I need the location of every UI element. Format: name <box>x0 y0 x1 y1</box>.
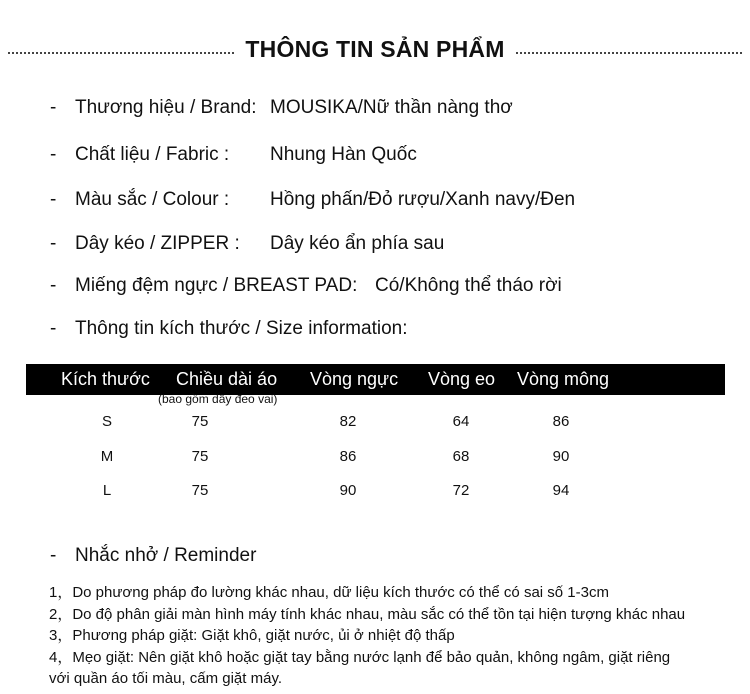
column-header: Vòng mông <box>517 369 610 389</box>
table-cell: 75 <box>191 448 209 465</box>
bullet-dash: - <box>50 233 57 254</box>
bullet-dash: - <box>50 97 57 118</box>
spec-label: Thương hiệu / Brand: <box>75 97 257 118</box>
reminder-notes <box>49 582 685 690</box>
bullet-dash: - <box>50 318 57 339</box>
table-cell: 64 <box>452 413 470 430</box>
spec-value: Nhung Hàn Quốc <box>270 144 417 165</box>
bullet-dash: - <box>50 189 57 210</box>
table-cell: S <box>101 413 112 430</box>
spec-label: Thông tin kích thước / Size information: <box>75 318 408 339</box>
spec-value: Dây kéo ẩn phía sau <box>270 233 445 254</box>
page-title: THÔNG TIN SẢN PHẨM <box>245 36 505 62</box>
size-table <box>26 364 725 499</box>
note-line: 1，Do phương pháp đo lường khác nhau, dữ liệu kích thước có thể có sai số 1-3cm <box>49 584 609 601</box>
table-row <box>26 482 725 504</box>
table-cell: 68 <box>452 448 470 465</box>
table-cell: L <box>102 482 112 499</box>
note-line: 3，Phương pháp giặt: Giặt khô, giặt nước, ủi ở nhiệt độ thấp <box>49 627 455 644</box>
table-cell: 75 <box>191 413 209 430</box>
table-cell: 86 <box>552 413 570 430</box>
spec-value: Có/Không thể tháo rời <box>375 275 562 296</box>
dotted-divider-left <box>8 52 234 54</box>
bullet-dash: - <box>50 545 57 566</box>
spec-value: Hồng phấn/Đỏ rượu/Xanh navy/Đen <box>270 189 576 210</box>
table-cell: 75 <box>191 482 209 499</box>
spec-label: Dây kéo / ZIPPER : <box>75 233 240 254</box>
column-header: Vòng eo <box>428 369 496 389</box>
table-row <box>26 448 725 470</box>
table-cell: M <box>100 448 114 465</box>
table-cell: 86 <box>339 448 357 465</box>
spec-label: Miếng đệm ngực / BREAST PAD: <box>75 275 358 296</box>
note-line: 2，Do độ phân giải màn hình máy tính khác nhau, màu sắc có thể tồn tại hiện tượng khác nhau <box>49 605 686 623</box>
column-header: Kích thước <box>61 369 150 389</box>
bullet-dash: - <box>50 275 57 296</box>
spec-label: Chất liệu / Fabric : <box>75 144 230 165</box>
column-header: Vòng ngực <box>310 369 399 389</box>
bullet-dash: - <box>50 144 57 165</box>
table-cell: 90 <box>552 448 570 465</box>
note-line: với quần áo tối màu, cấm giặt máy. <box>49 670 282 687</box>
dotted-divider-right <box>516 52 742 54</box>
table-row <box>26 413 725 435</box>
table-cell: 82 <box>339 413 357 430</box>
table-cell: 90 <box>339 482 357 499</box>
note-line: 4，Mẹo giặt: Nên giặt khô hoặc giặt tay bằng nước lạnh để bảo quản, không ngâm, giặt riêng <box>49 648 671 666</box>
table-cell: 94 <box>552 482 570 499</box>
section-header <box>0 34 750 70</box>
table-header <box>26 364 725 395</box>
column-subnote: (bao gồm dây đeo vai) <box>158 392 278 406</box>
column-header: Chiều dài áo <box>176 369 278 389</box>
reminder-title: Nhắc nhở / Reminder <box>75 545 257 566</box>
spec-label: Màu sắc / Colour : <box>75 189 230 210</box>
spec-value: MOUSIKA/Nữ thần nàng thơ <box>270 97 513 118</box>
table-cell: 72 <box>452 482 470 499</box>
